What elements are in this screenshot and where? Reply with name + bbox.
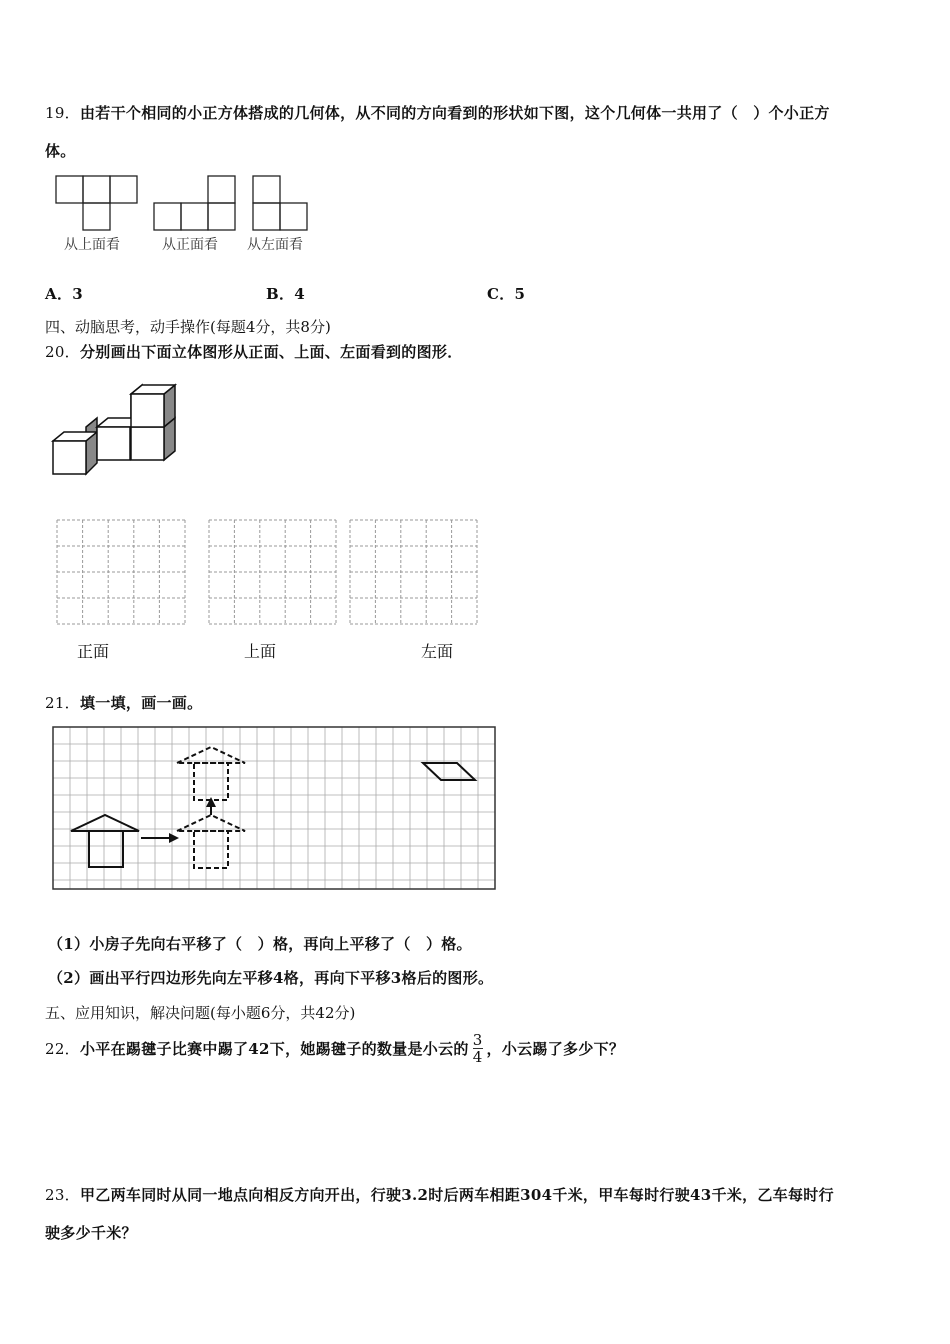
left-view-cell — [253, 203, 280, 230]
view-label-top: 从上面看 — [64, 237, 120, 253]
top-view-cell — [56, 176, 83, 203]
q23-number: 23． — [45, 1186, 80, 1204]
option-value: 3 — [72, 285, 83, 303]
front-view-cell — [208, 203, 235, 230]
q20-drawing-grid-left[interactable] — [350, 520, 477, 624]
q19-option-a — [45, 283, 83, 304]
top-view-cell — [83, 203, 110, 230]
top-view-cell — [110, 176, 137, 203]
q21-translation-grid — [53, 727, 495, 889]
q22-stem-after: ，小云踢了多少下？ — [486, 1039, 625, 1058]
q22-number: 22． — [45, 1039, 80, 1058]
q19-number: 19． — [45, 104, 80, 122]
option-letter: C． — [487, 285, 515, 303]
house-original — [71, 815, 139, 867]
option-letter: B． — [266, 285, 295, 303]
q22-stem-before: 小平在踢毽子比赛中踢了42下，她踢毽子的数量是小云的 — [80, 1039, 469, 1058]
q20-cube-figure — [50, 382, 180, 477]
house-moved-right — [177, 815, 245, 868]
q20-drawing-grid-front[interactable] — [57, 520, 185, 624]
q19-option-b — [266, 283, 305, 304]
q22-text — [45, 1026, 624, 1070]
q21-sub2: （2）画出平行四边形先向左平移4格，再向下平移3格后的图形。 — [48, 969, 494, 987]
q23-text-line1 — [45, 1184, 834, 1205]
fraction-numerator: 3 — [472, 1030, 483, 1049]
view-label-left: 从左面看 — [247, 237, 303, 253]
fraction-denominator: 4 — [472, 1047, 483, 1066]
option-value: 4 — [294, 285, 306, 303]
left-view-cell — [253, 176, 280, 203]
q21-text — [45, 692, 202, 713]
left-view-cell — [280, 203, 307, 230]
grid-label-left: 左面 — [421, 642, 454, 661]
front-view-cell — [181, 203, 208, 230]
option-value: 5 — [514, 285, 526, 303]
q20-text — [45, 341, 463, 362]
q19-text-line2: 体。 — [45, 142, 76, 160]
front-view-cell — [208, 176, 235, 203]
q20-drawing-grid-top[interactable] — [209, 520, 336, 624]
view-label-front: 从正面看 — [162, 237, 218, 253]
q20-stem: 分别画出下面立体图形从正面、上面、左面看到的图形． — [80, 343, 463, 361]
q21-sub1: （1）小房子先向右平移了（ ）格，再向上平移了（ ）格。 — [48, 935, 472, 953]
q19-stem: 由若干个相同的小正方体搭成的几何体，从不同的方向看到的形状如下图，这个几何体一共用了（ ）个小正方 — [80, 104, 830, 122]
section5-title: 五、应用知识，解决问题(每小题6分，共42分) — [45, 1004, 356, 1022]
q20-number: 20． — [45, 343, 80, 361]
section4-title: 四、动脑思考，动手操作(每题4分，共8分) — [45, 318, 331, 336]
q23-stem: 甲乙两车同时从同一地点向相反方向开出，行驶3.2时后两车相距304千米，甲车每时行驶43千米，乙车每时行 — [80, 1186, 834, 1204]
house-moved-up — [177, 747, 245, 800]
arrow-right-icon — [169, 833, 179, 843]
q21-stem: 填一填，画一画。 — [80, 694, 203, 712]
q19-text-line1 — [45, 102, 830, 123]
q23-text-line2: 驶多少千米？ — [45, 1224, 137, 1242]
q19-option-c — [487, 283, 525, 304]
q22-fraction — [473, 1032, 483, 1065]
option-letter: A． — [45, 285, 73, 303]
parallelogram — [423, 763, 475, 780]
grid-label-front: 正面 — [77, 642, 110, 661]
arrow-up-icon — [206, 797, 216, 807]
grid-label-top: 上面 — [244, 642, 277, 661]
front-view-cell — [154, 203, 181, 230]
top-view-cell — [83, 176, 110, 203]
q21-number: 21． — [45, 694, 80, 712]
